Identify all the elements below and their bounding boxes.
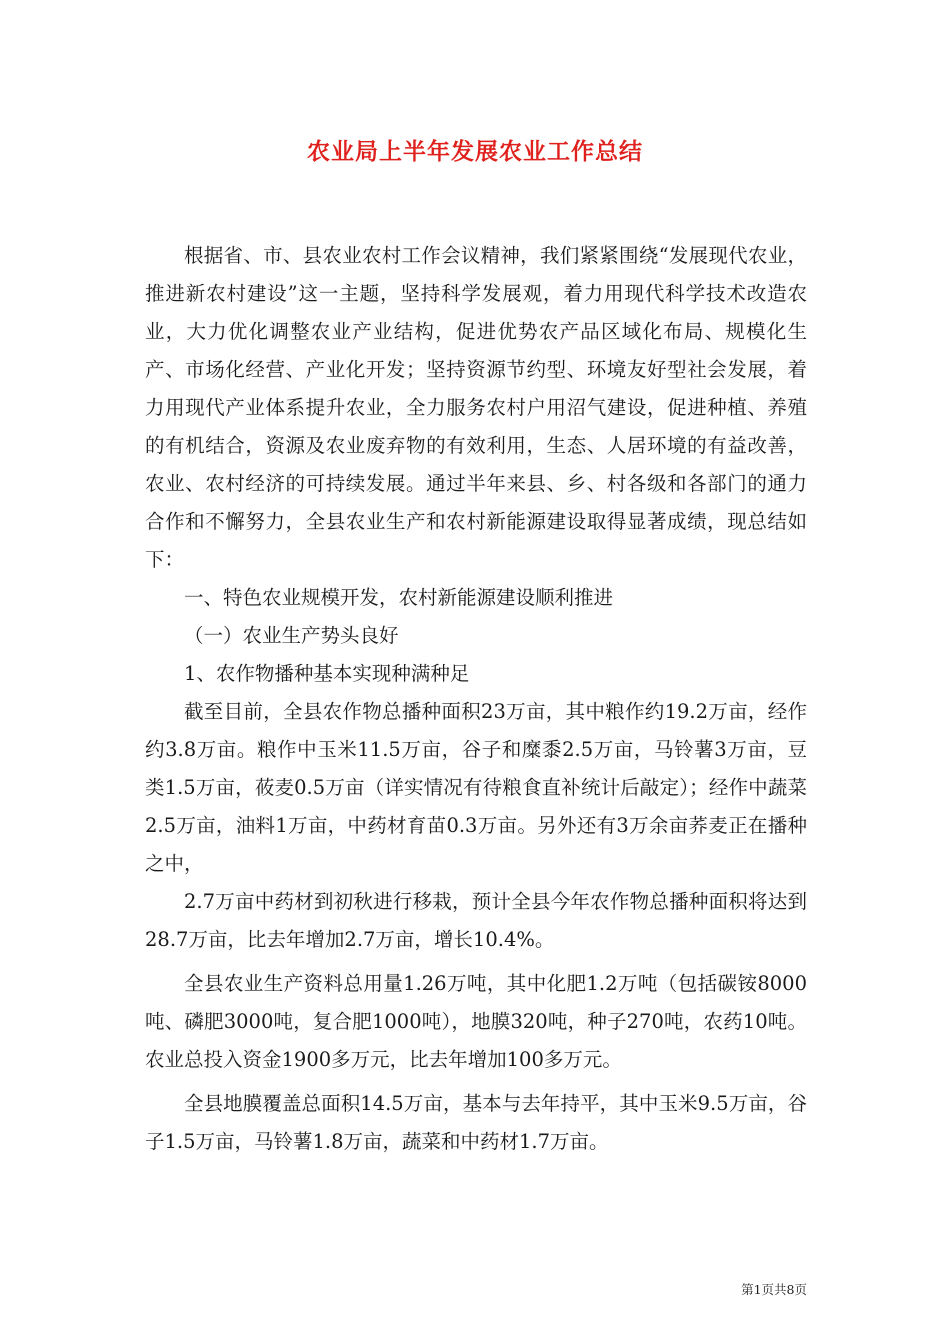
- document-title: 农业局上半年发展农业工作总结: [307, 138, 643, 165]
- document-body: [145, 237, 807, 1161]
- supplies-paragraph: 全县农业生产资料总用量1.26万吨，其中化肥1.2万吨（包括碳铵8000吨、磷肥3000吨，复合肥1000吨），地膜320吨，种子270吨，农药10吨。农业总投入资金1900多万元，比去年增加100多万元。: [145, 972, 807, 1071]
- section-heading: 一、特色农业规模开发，农村新能源建设顺利推进: [184, 586, 614, 609]
- subsection-heading: （一）农业生产势头良好: [184, 624, 399, 647]
- mulch-paragraph: 全县地膜覆盖总面积14.5万亩，基本与去年持平，其中玉米9.5万亩，谷子1.5万亩，马铃薯1.8万亩，蔬菜和中药材1.7万亩。: [145, 1092, 807, 1153]
- item-heading: 1、农作物播种基本实现种满种足: [184, 662, 470, 685]
- planting-paragraph: 截至目前，全县农作物总播种面积23万亩，其中粮作约19.2万亩，经作约3.8万亩。粮作中玉米11.5万亩，谷子和糜黍2.5万亩，马铃薯3万亩，豆类1.5万亩，莜麦0.5万亩（详实情况有待粮食直补统计后敲定）；经作中蔬菜2.5万亩，油料1万亩，中药材育苗0.3万亩。另外还有3万余亩荞麦正在播种之中，: [145, 700, 807, 875]
- intro-paragraph: 根据省、市、县农业农村工作会议精神，我们紧紧围绕“发展现代农业，推进新农村建设”这一主题，坚持科学发展观，着力用现代科学技术改造农业，大力优化调整农业产业结构，促进优势农产品区域化布局、规模化生产、市场化经营、产业化开发；坚持资源节约型、环境友好型社会发展，着力用现代产业体系提升农业，全力服务农村户用沼气建设，促进种植、养殖的有机结合，资源及农业废弃物的有效利用，生态、人居环境的有益改善，农业、农村经济的可持续发展。通过半年来县、乡、村各级和各部门的通力合作和不懈努力，全县农业生产和农村新能源建设取得显著成绩，现总结如下：: [145, 244, 807, 571]
- forecast-paragraph: 2.7万亩中药材到初秋进行移栽，预计全县今年农作物总播种面积将达到28.7万亩，比去年增加2.7万亩，增长10.4%。: [145, 890, 807, 951]
- page-number: 第1页共8页: [741, 1282, 807, 1297]
